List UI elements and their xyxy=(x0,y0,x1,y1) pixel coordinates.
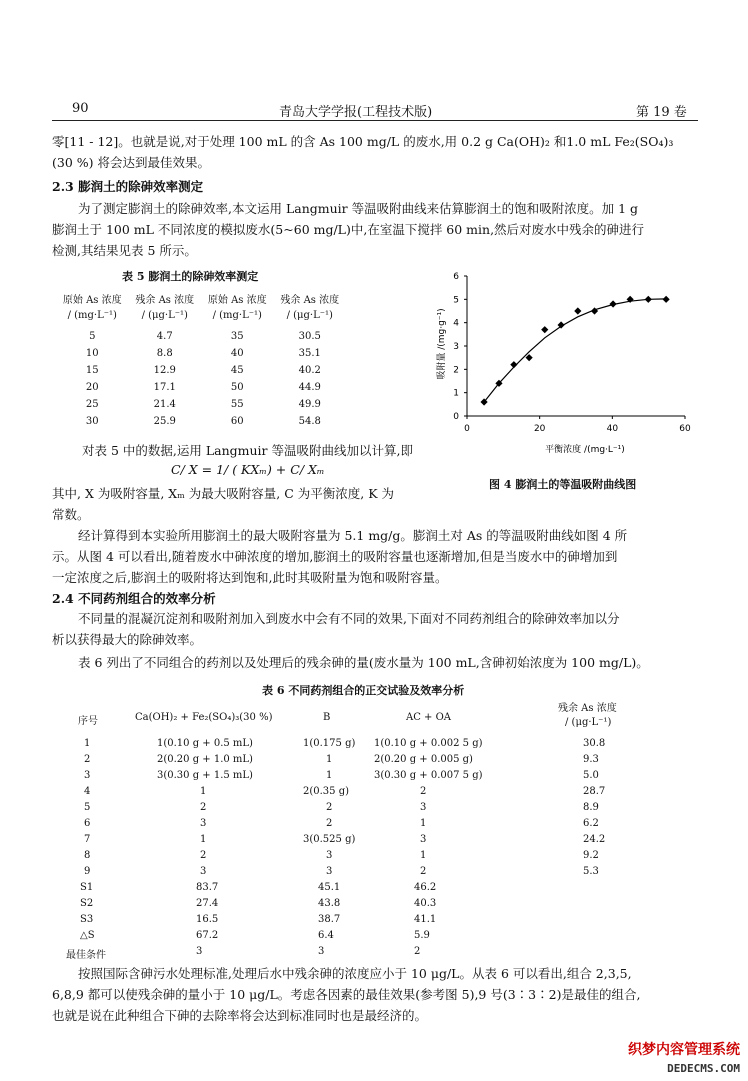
page-number: 90 xyxy=(72,101,89,116)
table-cell: 2(0.35 g) xyxy=(303,786,350,797)
table-cell: 46.2 xyxy=(414,882,437,893)
table-cell: 3(0.30 g + 0.007 5 g) xyxy=(374,770,483,781)
table-cell: 30.8 xyxy=(583,738,606,749)
table-cell: 30 xyxy=(85,416,99,427)
text-line: 不同量的混凝沉淀剂和吸附剂加入到废水中会有不同的效果,下面对不同药剂组合的除砷效率加以分 xyxy=(78,611,620,626)
table-cell: 21.4 xyxy=(153,399,176,410)
paragraph-langmuir: 对表 5 中的数据,运用 Langmuir 等温吸附曲线加以计算,即 xyxy=(82,443,413,458)
table-cell: 2 xyxy=(420,866,427,877)
x-axis-label: 平衡浓度 /(mg·L⁻¹) xyxy=(545,445,625,455)
table-cell: 35.1 xyxy=(298,348,321,359)
table-cell: 1(0.10 g + 0.002 5 g) xyxy=(374,738,483,749)
table-cell: 50 xyxy=(230,382,244,393)
text-line: 其中, X 为吸附容量, Xₘ 为最大吸附容量, C 为平衡浓度, K 为 xyxy=(52,486,395,501)
text-line: 经计算得到本实验所用膨润土的最大吸附容量为 5.1 mg/g。膨润土对 As 的等温吸附曲线如图 4 所 xyxy=(78,528,628,543)
table-header-cell: 序号 xyxy=(78,716,98,727)
y-tick-label: 1 xyxy=(453,388,459,399)
table-cell: 1(0.175 g) xyxy=(303,738,356,749)
table-cell: 15 xyxy=(85,365,99,376)
y-tick-label: 3 xyxy=(453,342,459,352)
table-cell: 3 xyxy=(196,946,203,957)
table-cell: 17.1 xyxy=(153,382,176,393)
table-cell: 2 xyxy=(326,802,333,813)
table-cell: 3 xyxy=(200,866,207,877)
y-tick-label: 2 xyxy=(453,365,459,376)
table-cell: 8.8 xyxy=(156,348,173,359)
watermark-url: DEDECMS.COM xyxy=(667,1062,740,1075)
table-unit-cell: / (mg·L⁻¹) xyxy=(212,310,262,321)
table-cell: 1 xyxy=(420,818,427,829)
table-row-label: S2 xyxy=(80,898,94,909)
table-cell: 2 xyxy=(200,850,207,861)
volume-label: 第 19 卷 xyxy=(636,105,687,120)
text-line: 一定浓度之后,膨润土的吸附将达到饱和,此时其吸附量为饱和吸附容量。 xyxy=(52,570,448,585)
table-row-label: 3 xyxy=(84,770,91,781)
table-cell: 2 xyxy=(414,946,421,957)
table-cell: 6.4 xyxy=(318,930,334,941)
section-heading-2-3: 2.3 膨润土的除砷效率测定 xyxy=(52,179,204,194)
table-row-label: 4 xyxy=(84,786,91,797)
table-cell: 1 xyxy=(200,786,207,797)
table-unit-cell: / (μg·L⁻¹) xyxy=(141,310,188,321)
table-header-cell: 残余 As 浓度 xyxy=(280,295,340,306)
table-header-cell: Ca(OH)₂ + Fe₂(SO₄)₃(30 %) xyxy=(135,712,273,723)
table-row-label: S1 xyxy=(80,882,94,893)
table-cell: 5.3 xyxy=(583,866,599,877)
table-cell: 67.2 xyxy=(196,930,219,941)
table-row-label: 9 xyxy=(84,866,91,877)
table6-caption: 表 6 不同药剂组合的正交试验及效率分析 xyxy=(262,684,465,697)
y-axis-label: 吸附量 /(mg·g⁻¹) xyxy=(437,308,447,380)
table-row-label: S3 xyxy=(80,914,94,925)
table-cell: 55 xyxy=(230,399,244,410)
table5-caption: 表 5 膨润土的除砷效率测定 xyxy=(122,270,259,283)
table-cell: 2 xyxy=(420,786,427,797)
y-tick-label: 5 xyxy=(453,295,459,306)
table-cell: 41.1 xyxy=(414,914,437,925)
table-unit-cell: / (mg·L⁻¹) xyxy=(67,310,117,321)
table-cell: 40.2 xyxy=(298,365,321,376)
table-unit-cell: / (μg·L⁻¹) xyxy=(286,310,333,321)
table-header-cell: 原始 As 浓度 xyxy=(62,295,122,306)
y-tick-label: 6 xyxy=(453,272,459,282)
table-row-label: 2 xyxy=(84,754,91,765)
table-cell: 24.2 xyxy=(583,834,606,845)
table-cell: 3(0.30 g + 1.5 mL) xyxy=(157,770,253,781)
table-cell: 16.5 xyxy=(196,914,219,925)
text-line: 6,8,9 都可以使残余砷的量小于 10 μg/L。考虑各因素的最佳效果(参考图 5),9 号(3∶3∶2)是最佳的组合, xyxy=(52,987,641,1002)
table-cell: 5.0 xyxy=(583,770,599,781)
table-row-label: 8 xyxy=(84,850,91,861)
table-cell: 1 xyxy=(326,770,333,781)
table-cell: 3 xyxy=(420,802,427,813)
table-cell: 2(0.20 g + 1.0 mL) xyxy=(157,754,253,765)
text-line: 示。从图 4 可以看出,随着废水中砷浓度的增加,膨润土的吸附容量也逐渐增加,但是当废水中的砷增加到 xyxy=(52,549,618,564)
table-cell: 12.9 xyxy=(153,365,176,376)
figure4-caption: 图 4 膨润土的等温吸附曲线图 xyxy=(489,478,637,491)
table-cell: 20 xyxy=(85,382,99,393)
x-tick-label: 40 xyxy=(606,424,619,434)
table-cell: 40 xyxy=(230,348,244,359)
table-cell: 49.9 xyxy=(298,399,321,410)
table-row-label: △S xyxy=(80,930,95,941)
table-header-cell: 残余 As 浓度 xyxy=(558,703,617,714)
table-cell: 3 xyxy=(318,946,325,957)
table-cell: 2 xyxy=(200,802,207,813)
table-header-cell: AC + OA xyxy=(406,712,452,723)
table-cell: 9.2 xyxy=(583,850,599,861)
table-cell: 40.3 xyxy=(414,898,437,909)
table-cell: 28.7 xyxy=(583,786,606,797)
table-cell: 45.1 xyxy=(318,882,341,893)
table-row-label: 5 xyxy=(84,802,91,813)
table-cell: 38.7 xyxy=(318,914,341,925)
table-cell: 3 xyxy=(326,866,333,877)
table-cell: 9.3 xyxy=(583,754,599,765)
table-cell: 1(0.10 g + 0.5 mL) xyxy=(157,738,253,749)
x-tick-label: 20 xyxy=(533,424,546,434)
table-cell: 35 xyxy=(230,331,244,342)
table-row-label: 最佳条件 xyxy=(66,950,106,961)
table-row-label: 1 xyxy=(84,738,91,749)
table-cell: 3 xyxy=(326,850,333,861)
table-cell: 8.9 xyxy=(583,802,599,813)
table-cell: 1 xyxy=(420,850,427,861)
text-line: 按照国际含砷污水处理标准,处理后水中残余砷的浓度应小于 10 μg/L。从表 6 可以看出,组合 2,3,5, xyxy=(78,966,632,981)
text-line: 检测,其结果见表 5 所示。 xyxy=(52,243,197,258)
table-cell: 27.4 xyxy=(196,898,219,909)
text-line: 析以获得最大的除砷效率。 xyxy=(52,632,203,647)
table-cell: 2(0.20 g + 0.005 g) xyxy=(374,754,473,765)
table-cell: 6.2 xyxy=(583,818,599,829)
x-tick-label: 0 xyxy=(464,424,470,434)
table-cell: 3(0.525 g) xyxy=(303,834,356,845)
table-cell: 43.8 xyxy=(318,898,341,909)
y-tick-label: 4 xyxy=(453,318,459,329)
table-header-cell: B xyxy=(323,712,331,723)
table-cell: 54.8 xyxy=(298,416,321,427)
table-cell: 44.9 xyxy=(298,382,321,393)
table-cell: 2 xyxy=(326,818,333,829)
text-line: 膨润土于 100 mL 不同浓度的模拟废水(5~60 mg/L)中,在室温下搅拌 60 min,然后对废水中残余的砷进行 xyxy=(52,222,645,237)
table-cell: 1 xyxy=(326,754,333,765)
x-tick-label: 60 xyxy=(679,424,691,434)
table-cell: 4.7 xyxy=(156,331,173,342)
table-cell: 5.9 xyxy=(414,930,430,941)
text-line: 零[11 - 12]。也就是说,对于处理 100 mL 的含 As 100 mg/L 的废水,用 0.2 g Ca(OH)₂ 和1.0 mL Fe₂(SO₄)₃ xyxy=(52,134,674,149)
table-cell: 45 xyxy=(230,365,244,376)
text-line: 为了测定膨润土的除砷效率,本文运用 Langmuir 等温吸附曲线来估算膨润土的饱和吸附浓度。加 1 g xyxy=(78,201,639,216)
text-line: 表 6 列出了不同组合的药剂以及处理后的残余砷的量(废水量为 100 mL,含砷初始浓度为 100 mg/L)。 xyxy=(78,655,649,670)
table-row-label: 6 xyxy=(84,818,91,829)
table-header-cell: 残余 As 浓度 xyxy=(135,295,195,306)
langmuir-formula: C/ X = 1/ ( KXₘ) + C/ Xₘ xyxy=(171,462,325,477)
text-line: 也就是说在此种组合下砷的去除率将会达到标准同时也是最经济的。 xyxy=(52,1008,428,1023)
y-tick-label: 0 xyxy=(453,412,459,422)
table-header-cell: 原始 As 浓度 xyxy=(207,295,267,306)
table-cell: 25 xyxy=(85,399,99,410)
text-line: (30 %) 将会达到最佳效果。 xyxy=(52,155,210,170)
section-heading-2-4: 2.4 不同药剂组合的效率分析 xyxy=(52,591,216,606)
paragraph-conclusion xyxy=(52,963,698,1026)
journal-title: 青岛大学学报(工程技术版) xyxy=(279,105,433,120)
table-cell: 83.7 xyxy=(196,882,219,893)
text-line: 常数。 xyxy=(52,507,90,522)
table-cell: 10 xyxy=(85,348,99,359)
table-header-cell: / (μg·L⁻¹) xyxy=(565,717,612,728)
table-cell: 5 xyxy=(89,331,96,342)
table-cell: 3 xyxy=(420,834,427,845)
table-cell: 30.5 xyxy=(298,331,321,342)
table-row-label: 7 xyxy=(84,834,91,845)
table-cell: 60 xyxy=(230,416,244,427)
table-cell: 1 xyxy=(200,834,207,845)
table-cell: 25.9 xyxy=(153,416,176,427)
watermark-logo-text: 织梦内容管理系统 xyxy=(628,1042,740,1058)
table-cell: 3 xyxy=(200,818,207,829)
